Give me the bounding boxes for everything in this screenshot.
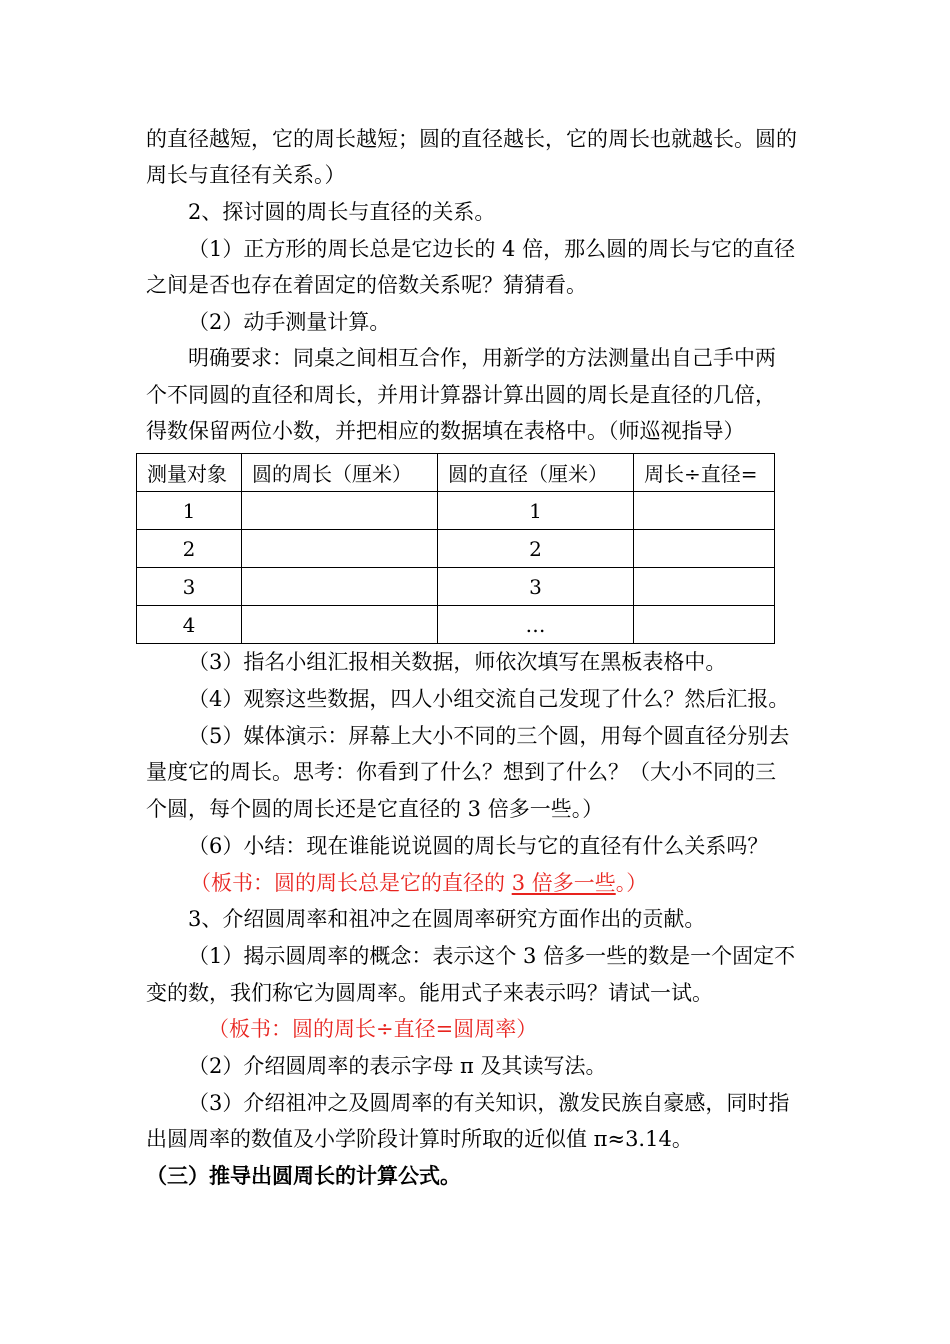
table-cell [634, 492, 775, 530]
paragraph-line: （2）动手测量计算。 [188, 310, 391, 334]
table-cell [634, 606, 775, 644]
paragraph-line: （5）媒体演示：屏幕上大小不同的三个圆，用每个圆直径分别去 [188, 724, 790, 748]
table-cell [242, 568, 438, 606]
table-header-cell: 测量对象 [137, 454, 242, 492]
table-cell [242, 606, 438, 644]
paragraph-line: （3）指名小组汇报相关数据，师依次填写在黑板表格中。 [188, 650, 727, 674]
table-cell: 2 [438, 530, 634, 568]
paragraph-line: 变的数，我们称它为圆周率。能用式子来表示吗？请试一试。 [146, 981, 713, 1005]
table-row [137, 492, 775, 530]
table-cell [634, 530, 775, 568]
table-cell [242, 492, 438, 530]
measurement-table [136, 453, 775, 644]
board-note-text: （板书：圆的周长总是它的直径的 [190, 871, 512, 895]
paragraph-line: 明确要求：同桌之间相互合作，用新学的方法测量出自己手中两 [188, 346, 776, 370]
board-note-underlined: 3 倍多一些 [511, 871, 616, 895]
paragraph-line: 个不同圆的直径和周长，并用计算器计算出圆的周长是直径的几倍， [146, 383, 776, 407]
table-header-cell: 圆的直径（厘米） [438, 454, 634, 492]
table-header-cell: 圆的周长（厘米） [242, 454, 438, 492]
table-cell: 2 [137, 530, 242, 568]
paragraph-line: （1）正方形的周长总是它边长的 4 倍，那么圆的周长与它的直径 [188, 237, 796, 261]
section-heading: 2、探讨圆的周长与直径的关系。 [188, 200, 496, 224]
paragraph-line: 之间是否也存在着固定的倍数关系呢？猜猜看。 [146, 273, 587, 297]
section-heading: 3、介绍圆周率和祖冲之在圆周率研究方面作出的贡献。 [188, 907, 706, 931]
board-note: （板书：圆的周长÷直径=圆周率） [208, 1017, 538, 1041]
paragraph-line: 出圆周率的数值及小学阶段计算时所取的近似值 π≈3.14。 [146, 1127, 693, 1151]
table-header-row [137, 454, 775, 492]
board-note [190, 868, 647, 898]
paragraph-line: （1）揭示圆周率的概念：表示这个 3 倍多一些的数是一个固定不 [188, 944, 796, 968]
paragraph-line: 量度它的周长。思考：你看到了什么？想到了什么？（大小不同的三 [146, 760, 776, 784]
paragraph-line: （2）介绍圆周率的表示字母 π 及其读写法。 [188, 1054, 607, 1078]
paragraph-line: 周长与直径有关系。） [146, 163, 346, 187]
table-cell: 1 [438, 492, 634, 530]
paragraph-line: （6）小结：现在谁能说说圆的周长与它的直径有什么关系吗？ [188, 834, 769, 858]
paragraph-line: 得数保留两位小数，并把相应的数据填在表格中。（师巡视指导） [146, 419, 745, 443]
table-cell: 3 [438, 568, 634, 606]
paragraph-line: 的直径越短，它的周长越短；圆的直径越长，它的周长也就越长。圆的 [146, 127, 797, 151]
table-row [137, 568, 775, 606]
paragraph-line: （3）介绍祖冲之及圆周率的有关知识，激发民族自豪感，同时指 [188, 1091, 790, 1115]
table-row [137, 530, 775, 568]
table-cell: 1 [137, 492, 242, 530]
table-cell [242, 530, 438, 568]
table-row [137, 606, 775, 644]
table-cell: 3 [137, 568, 242, 606]
paragraph-line: （4）观察这些数据，四人小组交流自己发现了什么？然后汇报。 [188, 687, 790, 711]
table-header-cell: 周长÷直径= [634, 454, 775, 492]
paragraph-line: 个圆，每个圆的周长还是它直径的 3 倍多一些。） [146, 797, 604, 821]
section-heading: （三）推导出圆周长的计算公式。 [146, 1163, 461, 1188]
table-cell: 4 [137, 606, 242, 644]
table-cell: … [438, 606, 634, 644]
board-note-text: 。） [615, 871, 648, 895]
table-cell [634, 568, 775, 606]
